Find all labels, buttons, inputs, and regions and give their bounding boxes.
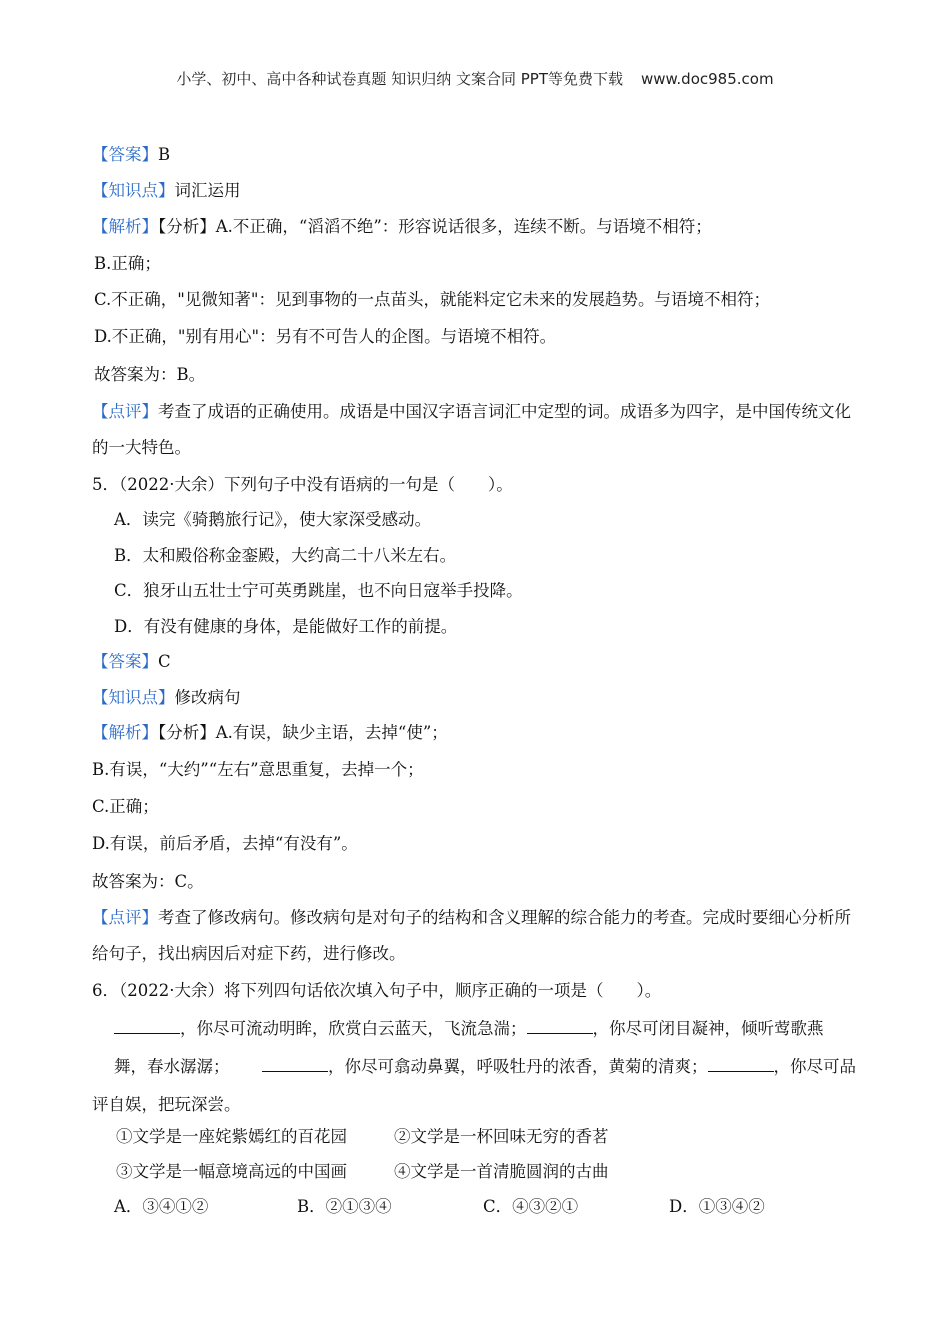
q6-item-3: ③文学是一幅意境高远的中国画 <box>116 1162 347 1181</box>
analysis-tag: 【解析】 <box>92 217 158 236</box>
q5-conclusion: 故答案为：C。 <box>92 872 204 891</box>
q6-blank-4[interactable] <box>708 1053 774 1072</box>
q6-choice-d[interactable]: D．①③④② <box>669 1197 765 1216</box>
q4-review <box>92 394 862 466</box>
q4-conclusion: 故答案为：B。 <box>94 365 206 384</box>
q4-analysis-d: D.不正确，"别有用心"：另有不可告人的企图。与语境不相符。 <box>94 327 557 346</box>
q6-choices <box>114 1197 884 1217</box>
review-tag: 【点评】 <box>92 402 158 421</box>
q5-review-text: 考查了修改病句。修改病句是对句子的结构和含义理解的综合能力的考查。完成时要细心分析所给句子，找出病因后对症下药，进行修改。 <box>92 908 851 963</box>
q5-option-d: D．有没有健康的身体，是能做好工作的前提。 <box>114 617 458 636</box>
q6-choice-c[interactable]: C．④③②① <box>483 1197 579 1216</box>
q5-knowledge-value: 修改病句 <box>174 688 241 707</box>
review-tag: 【点评】 <box>92 908 158 927</box>
q5-analysis-a-text: 【分析】A.有误，缺少主语，去掉“使”； <box>158 723 448 742</box>
q4-knowledge <box>92 181 862 201</box>
q6-choice-b[interactable]: B．②①③④ <box>297 1197 392 1216</box>
q4-analysis-b: B.正确； <box>94 254 161 273</box>
q5-option-c: C．狼牙山五壮士宁可英勇跳崖，也不向日寇举手投降。 <box>114 581 523 600</box>
answer-tag: 【答案】 <box>92 145 158 164</box>
q5-knowledge <box>92 688 862 708</box>
q5-analysis-c: C.正确； <box>92 797 159 816</box>
q6-passage-cont <box>92 1048 862 1124</box>
q6-blank-1[interactable] <box>114 1015 180 1034</box>
q4-analysis-a <box>92 217 862 237</box>
q4-knowledge-value: 词汇运用 <box>174 181 241 200</box>
analysis-tag: 【解析】 <box>92 723 158 742</box>
q6-blank-3[interactable] <box>262 1053 328 1072</box>
answer-tag: 【答案】 <box>92 652 158 671</box>
q6-passage-part-3: ，你尽可翕动鼻翼，呼吸牡丹的浓香，黄菊的清爽； <box>328 1057 708 1076</box>
header-url: www.doc985.com <box>640 70 774 88</box>
q5-analysis-a <box>92 723 862 743</box>
q6-passage-part-4: ，你尽可品评自娱，把玩深尝。 <box>92 1057 856 1114</box>
q4-review-text: 考查了成语的正确使用。成语是中国汉字语言词汇中定型的词。成语多为四字，是中国传统文化的一大特色。 <box>92 402 851 457</box>
q6-blank-2[interactable] <box>527 1015 593 1034</box>
q4-answer-value: B <box>158 145 171 164</box>
q6-item-2: ②文学是一杯回味无穷的香茗 <box>394 1127 609 1146</box>
q5-option-b: B．太和殿俗称金銮殿，大约高二十八米左右。 <box>114 546 457 565</box>
knowledge-tag: 【知识点】 <box>92 688 175 707</box>
q5-answer <box>92 652 862 672</box>
q5-stem: 5．（2022·大余）下列句子中没有语病的一句是（ ）。 <box>92 475 513 494</box>
q5-answer-value: C <box>158 652 171 671</box>
q6-item-1: ①文学是一座姹紫嫣红的百花园 <box>116 1127 347 1146</box>
q6-passage-part-1: ，你尽可流动明眸，欣赏白云蓝天，飞流急湍； <box>180 1019 527 1038</box>
q5-analysis-b: B.有误，“大约”“左右”意思重复，去掉一个； <box>92 760 424 779</box>
q6-item-4: ④文学是一首清脆圆润的古曲 <box>394 1162 609 1181</box>
q4-analysis-c: C.不正确，"见微知著"：见到事物的一点苗头，就能料定它未来的发展趋势。与语境不相符； <box>94 290 770 309</box>
q4-answer <box>92 145 862 165</box>
q4-analysis-a-text: 【分析】A.不正确，“滔滔不绝”：形容说话很多，连续不断。与语境不相符； <box>158 217 712 236</box>
page-header <box>0 68 950 89</box>
q6-choice-a[interactable]: A．③④①② <box>114 1197 209 1216</box>
knowledge-tag: 【知识点】 <box>92 181 175 200</box>
q5-option-a: A．读完《骑鹅旅行记》，使大家深受感动。 <box>114 510 432 529</box>
q5-analysis-d: D.有误，前后矛盾，去掉“有没有”。 <box>92 834 358 853</box>
q6-passage-part-2: ，你尽可闭目凝神，倾听莺歌燕舞，春水潺潺； <box>114 1019 824 1076</box>
q6-items-row-1 <box>116 1127 886 1147</box>
q5-review <box>92 900 862 972</box>
header-text: 小学、初中、高中各种试卷真题 知识归纳 文案合同 PPT等免费下载 <box>176 70 623 88</box>
q6-items-row-2 <box>116 1162 886 1182</box>
q6-stem: 6．（2022·大余）将下列四句话依次填入句子中，顺序正确的一项是（ ）。 <box>92 981 662 1000</box>
